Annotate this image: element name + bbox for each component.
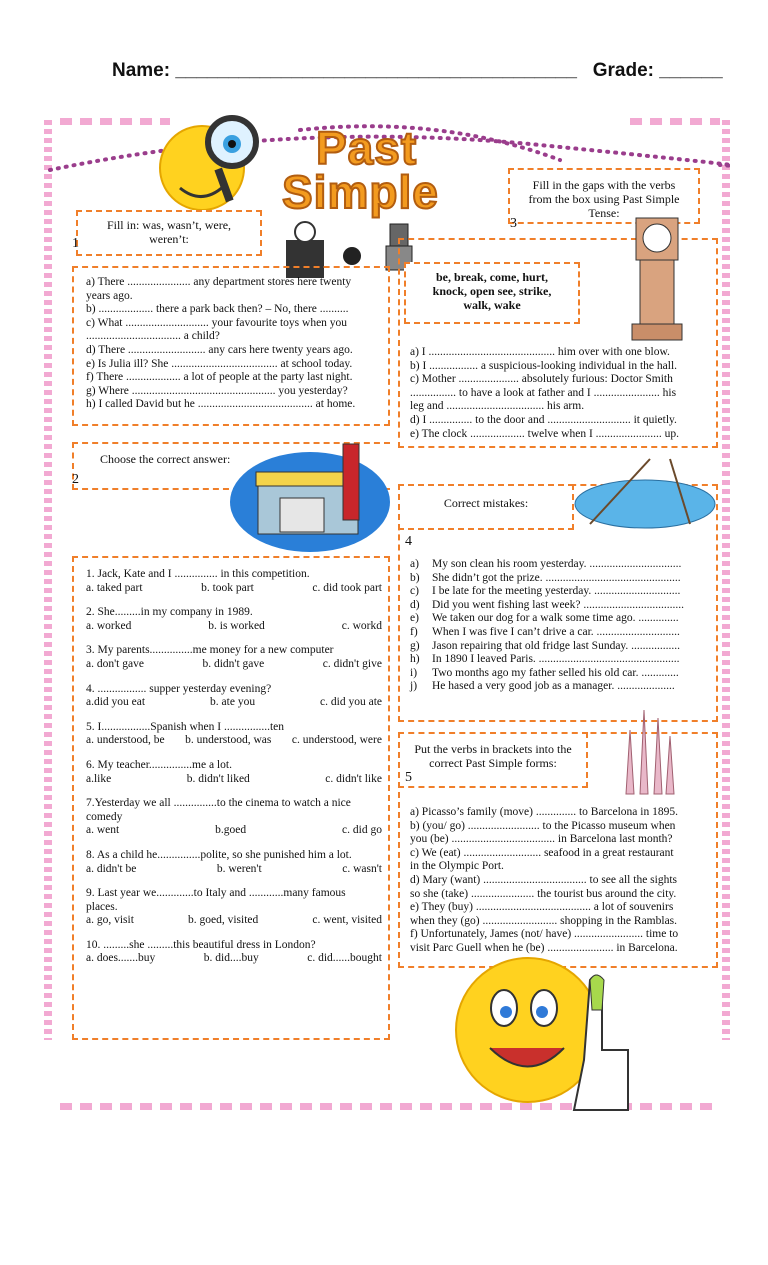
ex5-line: e) They (buy) ........................................ a lot of souvenirs <box>410 901 674 914</box>
ex5-line: c) We (eat) ........................... seafood in a great restaurant <box>410 846 674 859</box>
question-block <box>86 644 382 671</box>
ex3-line: e) The clock ................... twelve when I ....................... up. <box>410 427 680 440</box>
mistake-letter: a) <box>410 558 419 570</box>
mistake-letter: b) <box>410 571 420 584</box>
ex5-instruction-1: Put the verbs in brackets into the <box>414 742 572 756</box>
ex5-line: so she (take) ...................... the tourist bus around the city. <box>410 887 677 900</box>
mistake-letter: h) <box>410 653 420 666</box>
mistake-item <box>410 572 710 586</box>
ex1-line: e) Is Julia ill? She ..................................... at school today. <box>86 357 353 370</box>
question-block <box>86 721 382 748</box>
option-b: b. goed, visited <box>188 914 259 927</box>
smiley-magnifier-icon <box>150 108 270 218</box>
option-b: b. did....buy <box>203 952 259 965</box>
frame-right <box>722 120 730 1040</box>
ex1-number: 1 <box>72 236 79 251</box>
option-c: c. did took part <box>312 581 382 594</box>
option-a: a.did you eat <box>86 696 146 709</box>
mistake-item <box>410 626 710 640</box>
mistake-item <box>410 612 710 626</box>
answer-options <box>86 734 382 748</box>
option-c: c. did......bought <box>307 952 382 965</box>
option-c: c. went, visited <box>312 914 382 927</box>
ex1-line: years ago. <box>86 289 133 302</box>
ex1-line: g) Where .................................................. you yesterday? <box>86 384 348 397</box>
ex1-line: h) I called David but he ........................................ at home. <box>86 398 356 411</box>
option-a: a. understood, be <box>86 734 165 747</box>
ex2-questions <box>86 568 382 977</box>
option-a: a. don't gave <box>86 657 144 670</box>
title-line2: Simple <box>282 166 439 218</box>
question-block <box>86 797 382 838</box>
question-block <box>86 849 382 876</box>
option-b: b. understood, was <box>185 734 272 747</box>
fishing-icon <box>570 454 720 534</box>
option-c: c. understood, were <box>291 734 382 747</box>
option-b: b. is worked <box>208 619 265 632</box>
question-block <box>86 759 382 786</box>
ex5-line: a) Picasso’s family (move) .............. to Barcelona in 1895. <box>410 806 678 818</box>
ex3-number: 3 <box>510 216 517 231</box>
option-c: c. didn't give <box>322 657 382 670</box>
frame-left <box>44 120 52 1040</box>
option-b: b.goed <box>215 824 247 837</box>
option-c: c. didn't like <box>325 772 382 785</box>
ex1-line: c) What ............................. your favourite toys when you <box>86 316 348 329</box>
option-a: a. didn't be <box>86 862 137 875</box>
ex4-items <box>410 558 710 694</box>
ex3-line: c) Mother ..................... absolutely furious: Doctor Smith <box>410 373 673 386</box>
mistake-item <box>410 640 710 654</box>
mistake-letter: j) <box>410 680 418 693</box>
mistake-text: She didn’t got the prize. ............................................... <box>432 571 681 584</box>
mistake-text: Two months ago my father selled his old car. ............. <box>432 666 679 679</box>
mistake-item <box>410 667 710 681</box>
question-text: 6. My teacher...............me a lot. <box>86 758 232 771</box>
option-c: c. did go <box>342 824 382 837</box>
question-text: 9. Last year we.............to Italy and ............many famous <box>86 887 346 900</box>
option-a: a. worked <box>86 619 132 632</box>
ex5-line: b) (you/ go) ......................... to the Picasso museum when <box>410 819 676 832</box>
title-line1: Past <box>316 122 418 174</box>
answer-options <box>86 582 382 596</box>
question-text: 10. .........she .........this beautiful dress in London? <box>86 938 316 951</box>
question-text: 5. I.................Spanish when I ................ten <box>86 720 285 733</box>
ex5-instruction-2: correct Past Simple forms: <box>429 756 557 770</box>
mistake-text: I be late for the meeting yesterday. .............................. <box>432 585 681 598</box>
mistake-text: Did you went fishing last week? ................................... <box>432 598 685 611</box>
answer-options <box>86 773 382 787</box>
mistake-text: When I was five I can’t drive a car. ............................. <box>432 625 680 638</box>
ex1-lines <box>86 276 386 412</box>
ex3-instruction-2: from the box using Past Simple <box>528 192 680 206</box>
sagrada-familia-icon <box>616 700 682 796</box>
name-label: Name: ______________________________________ <box>112 60 577 81</box>
mistake-item <box>410 585 710 599</box>
ex2-number: 2 <box>72 472 79 487</box>
cinema-icon <box>228 436 392 554</box>
ex3-lines <box>410 346 710 441</box>
option-b: b. weren't <box>216 862 262 875</box>
ex4-callout <box>398 484 574 530</box>
answer-options <box>86 658 382 672</box>
mistake-item <box>410 558 710 572</box>
option-c: c. did you ate <box>320 696 382 709</box>
answer-options <box>86 863 382 877</box>
mistake-letter: d) <box>410 598 420 611</box>
question-text: 3. My parents...............me money for a new computer <box>86 644 334 657</box>
question-block <box>86 568 382 595</box>
question-block <box>86 606 382 633</box>
question-text: 7.Yesterday we all ...............to the cinema to watch a nice <box>86 797 351 810</box>
answer-options <box>86 824 382 838</box>
question-block <box>86 939 382 966</box>
ex3-instruction-3: Tense: <box>588 206 620 220</box>
mistake-text: Jason repairing that old fridge last Sunday. ................. <box>432 639 681 652</box>
mistake-letter: i) <box>410 666 418 679</box>
ex1-line: b) ................... there a park back then? – No, there .......... <box>86 303 349 316</box>
option-a: a. taked part <box>86 581 143 594</box>
answer-options <box>86 696 382 710</box>
ex3-line: d) I ............... to the door and ............................. it quietly. <box>410 413 677 426</box>
mistake-letter: g) <box>410 639 420 652</box>
ex4-number: 4 <box>405 534 412 549</box>
option-b: b. didn't gave <box>202 657 265 670</box>
answer-options <box>86 952 382 966</box>
question-block <box>86 887 382 928</box>
mistake-item <box>410 680 710 694</box>
ex3-instruction-1: Fill in the gaps with the verbs <box>532 178 676 192</box>
ex1-line: f) There ................... a lot of people at the party last night. <box>86 371 353 384</box>
ex3-line: ................ to have a look at father and I ....................... his <box>410 386 677 399</box>
option-a: a.like <box>86 772 112 785</box>
ex3-line: b) I ................. a suspicious-looking individual in the hall. <box>410 359 678 372</box>
ex5-line: you (be) .................................... in Barcelona last month? <box>410 833 673 846</box>
mistake-item <box>410 599 710 613</box>
answer-options <box>86 620 382 634</box>
option-a: a. does.......buy <box>86 952 156 965</box>
option-a: a. go, visit <box>86 914 134 927</box>
mistake-text: He hased a very good job as a manager. .................... <box>432 680 675 693</box>
ex1-instruction-1: Fill in: was, wasn’t, were, <box>106 218 232 232</box>
thumbs-up-smiley-icon <box>452 950 642 1126</box>
option-a: a. went <box>86 824 120 837</box>
mistake-item <box>410 653 710 667</box>
option-b: b. didn't liked <box>186 772 250 785</box>
question-text: 2. She.........in my company in 1989. <box>86 606 253 619</box>
ex3-verbs-1: be, break, come, hurt, <box>435 270 549 284</box>
question-text: 1. Jack, Kate and I ............... in this competition. <box>86 568 310 580</box>
ex1-line: d) There ........................... any cars here twenty years ago. <box>86 343 353 356</box>
mistake-letter: c) <box>410 585 419 598</box>
option-c: c. workd <box>341 619 382 632</box>
question-text-cont: comedy <box>86 810 123 823</box>
ex5-line: visit Parc Guell when he (be) ....................... in Barcelona. <box>410 941 678 954</box>
ex3-verbs-2: knock, open see, strike, <box>432 284 552 298</box>
option-b: b. took part <box>201 581 254 594</box>
ex3-line: a) I ............................................ him over with one blow. <box>410 346 670 358</box>
ex5-line: in the Olympic Port. <box>410 860 504 873</box>
mistake-text: In 1890 I leaved Paris. ................................................. <box>432 653 680 666</box>
question-text-cont: places. <box>86 900 118 913</box>
option-b: b. ate you <box>210 696 256 709</box>
option-c: c. wasn't <box>342 862 382 875</box>
question-block <box>86 683 382 710</box>
ex5-line: f) Unfortunately, James (not/ have) ........................ time to <box>410 928 679 941</box>
ex1-line: a) There ...................... any department stores here twenty <box>86 276 352 288</box>
question-text: 4. ................. supper yesterday evening? <box>86 682 272 695</box>
question-text: 8. As a child he...............polite, so she punished him a lot. <box>86 848 352 861</box>
ex2-instruction: Choose the correct answer: <box>100 452 231 466</box>
ex3-verb-box <box>404 262 580 324</box>
ex5-line: when they (go) .......................... shopping in the Ramblas. <box>410 914 678 927</box>
ex1-line: ................................. a child? <box>86 330 220 343</box>
grade-label: Grade: ______ <box>592 60 723 81</box>
mistake-letter: f) <box>410 625 418 638</box>
ex3-line: leg and .................................. his arm. <box>410 400 585 413</box>
header <box>112 60 723 82</box>
ex5-number: 5 <box>405 770 412 785</box>
mistake-text: We taken our dog for a walk some time ago. .............. <box>432 612 679 625</box>
ex5-line: d) Mary (want) .................................... to see all the sights <box>410 873 678 886</box>
ex1-callout <box>76 210 262 256</box>
mistake-letter: e) <box>410 612 419 625</box>
ex5-lines <box>410 806 710 956</box>
mistake-text: My son clean his room yesterday. ................................ <box>432 558 682 570</box>
ex1-instruction-2: weren’t: <box>149 232 189 246</box>
ex4-instruction: Correct mistakes: <box>443 496 529 510</box>
ex5-callout <box>398 732 588 788</box>
clock-icon <box>622 216 692 344</box>
answer-options <box>86 914 382 928</box>
ex3-verbs-3: walk, wake <box>463 298 521 312</box>
